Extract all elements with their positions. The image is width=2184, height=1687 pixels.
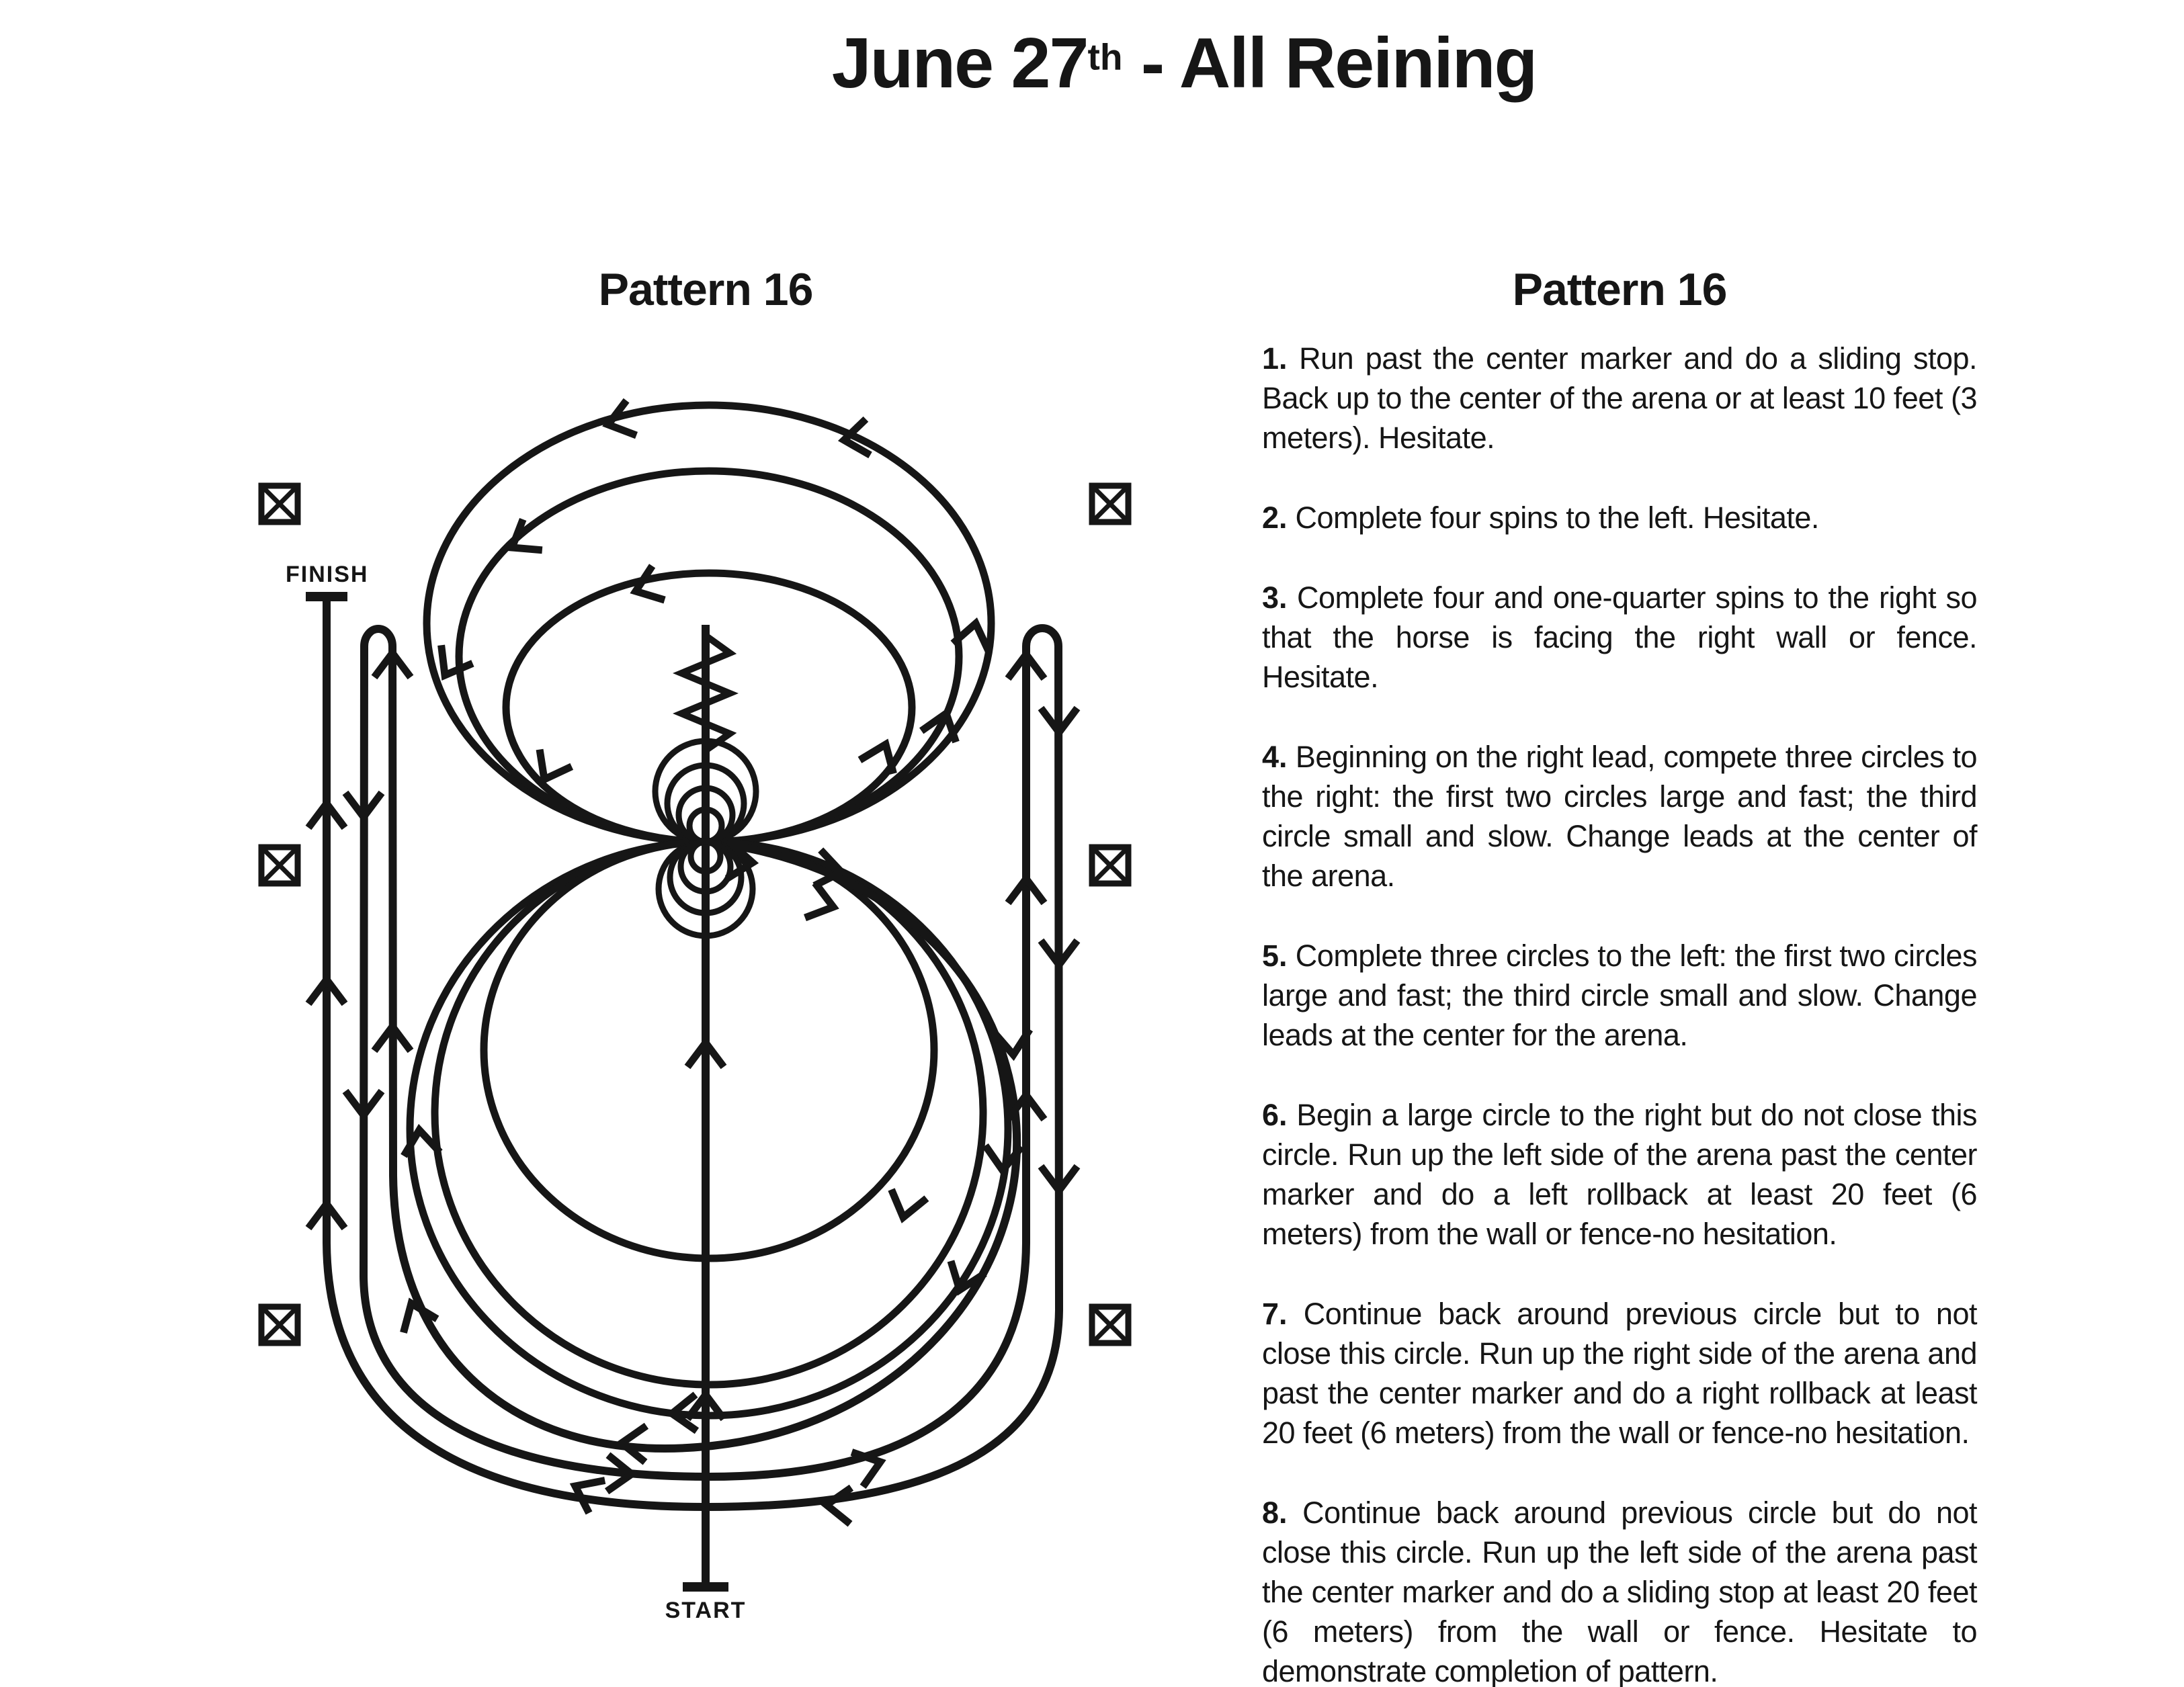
instructions-section: [1262, 263, 1977, 1687]
instruction-number: 6.: [1262, 1098, 1288, 1132]
arena-marker-icon: [1092, 486, 1128, 522]
instruction-text: Continue back around previous circle but to not close this circle. Run up the right side of the arena and past the center marker and do a right rollback at least 20 feet (6 meters) from the wall or fence-no hesitation.: [1262, 1297, 1977, 1450]
arena-marker-icon: [1092, 847, 1128, 883]
instruction-item: [1262, 498, 1977, 537]
direction-arrows: [308, 400, 1077, 1524]
instruction-text: Begin a large circle to the right but do not close this circle. Run up the left side of the arena past the center marker and do a left rollback at least 20 feet (6 meters) from the wall or fence-no hesitation.: [1262, 1098, 1977, 1251]
diagram-title: Pattern 16: [598, 264, 813, 315]
instructions-title: Pattern 16: [1512, 264, 1727, 315]
instruction-item: [1262, 1294, 1977, 1453]
instruction-number: 8.: [1262, 1496, 1288, 1530]
instruction-text: Complete three circles to the left: the first two circles large and fast; the third circle small and slow. Change leads at the center for the arena.: [1262, 939, 1977, 1052]
arena-marker-icon: [261, 486, 298, 522]
instruction-text: Complete four and one-quarter spins to the right so that the horse is facing the right wall or fence. Hesitate.: [1262, 580, 1977, 694]
instruction-text: Beginning on the right lead, compete three circles to the right: the first two circles large and fast; the third circle small and slow. Change leads at the center of the arena.: [1262, 740, 1977, 893]
instruction-item: [1262, 737, 1977, 896]
arena-marker-icon: [261, 847, 298, 883]
instruction-number: 4.: [1262, 740, 1288, 774]
instruction-number: 5.: [1262, 939, 1288, 973]
instruction-list: [1262, 339, 1977, 1687]
instruction-text: Continue back around previous circle but do not close this circle. Run up the left side of the arena past the center marker and do a sliding stop at least 20 feet (6 meters) from the wall or fence. Hesitate to demonstrate completion of pattern.: [1262, 1496, 1977, 1687]
instruction-item: [1262, 1493, 1977, 1687]
arena-marker-icon: [261, 1307, 298, 1343]
instruction-item: [1262, 339, 1977, 458]
instruction-number: 1.: [1262, 341, 1288, 376]
instruction-text: Complete four spins to the left. Hesitate.: [1287, 501, 1819, 535]
instruction-item: [1262, 936, 1977, 1055]
arena-marker-icon: [1092, 1307, 1128, 1343]
page-title-suffix: - All Reining: [1122, 24, 1537, 103]
finish-label: FINISH: [286, 562, 369, 587]
instruction-number: 7.: [1262, 1297, 1288, 1331]
instruction-text: Run past the center marker and do a sliding stop. Back up to the center of the arena or at least 10 feet (3 meters). Hesitate.: [1262, 341, 1977, 455]
instruction-number: 3.: [1262, 580, 1288, 615]
instruction-item: [1262, 578, 1977, 697]
instruction-item: [1262, 1095, 1977, 1254]
start-label: START: [665, 1598, 747, 1623]
instruction-number: 2.: [1262, 501, 1288, 535]
page-title-superscript: th: [1087, 36, 1123, 78]
page-title-prefix: June 27: [831, 24, 1088, 103]
